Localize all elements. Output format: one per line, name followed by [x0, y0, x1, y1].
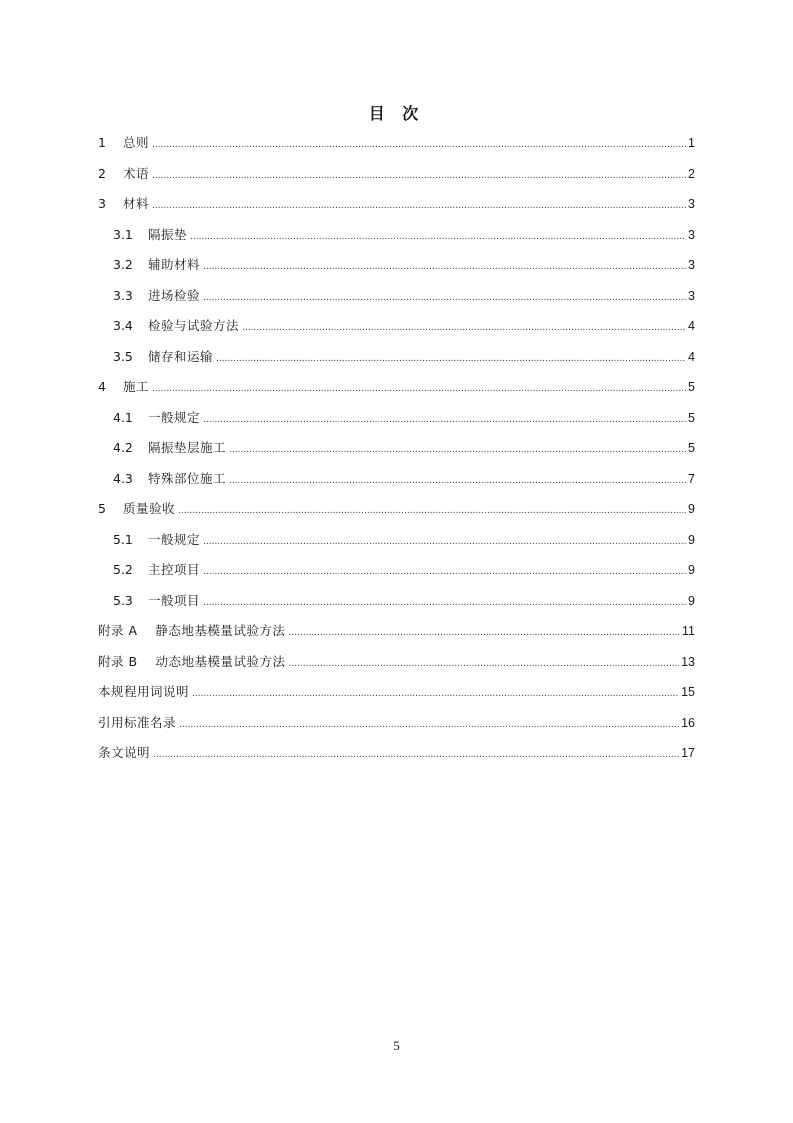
- toc-entry-page: 11: [682, 624, 695, 638]
- dot-leader: [152, 194, 686, 218]
- dot-leader: [203, 255, 686, 279]
- toc-entry-number: 5.2: [113, 562, 133, 577]
- toc-entry-number: 3.4: [113, 318, 133, 333]
- toc-entry-label: 本规程用词说明: [98, 684, 190, 699]
- toc-entry-label: 引用标准名录: [98, 714, 177, 730]
- dot-leader: [192, 682, 679, 706]
- toc-entry-appendix-a[interactable]: [98, 619, 695, 650]
- dot-leader: [153, 743, 679, 767]
- toc-entry[interactable]: [98, 345, 695, 376]
- toc-entry-number: 3.2: [113, 257, 133, 272]
- dot-leader: [229, 438, 686, 462]
- toc-entry-page: 3: [688, 197, 695, 211]
- dot-leader: [179, 713, 679, 737]
- toc-entry-label: 总则: [123, 135, 150, 150]
- toc-entry-label: 施工: [123, 379, 150, 394]
- toc-title: 目 次: [368, 104, 425, 123]
- dot-leader: [203, 408, 686, 432]
- toc-entry-number: 3: [98, 196, 106, 211]
- dot-leader: [152, 377, 686, 401]
- toc-entry-label: 进场检验: [148, 287, 201, 303]
- toc-entry-label: 一般项目: [148, 592, 201, 608]
- toc-entry-number: 4.2: [113, 440, 133, 455]
- toc-entry-number: 4.1: [113, 409, 133, 425]
- toc-entry-label: 辅助材料: [148, 257, 201, 272]
- dot-leader: [203, 560, 686, 584]
- toc-entry-label: 主控项目: [148, 562, 201, 577]
- toc-entry[interactable]: [98, 436, 695, 467]
- toc-entry-label: 术语: [123, 165, 150, 181]
- dot-leader: [288, 621, 680, 645]
- toc-entry[interactable]: [98, 162, 695, 193]
- toc-entry[interactable]: [98, 497, 695, 528]
- toc-entry-appendix-b[interactable]: [98, 650, 695, 681]
- toc-entry-page: 4: [688, 349, 695, 364]
- toc-entry-page: 16: [681, 715, 695, 730]
- toc-entry-page: 5: [688, 410, 695, 425]
- dot-leader: [203, 591, 686, 615]
- toc-entry-page: 15: [681, 685, 695, 699]
- dot-leader: [242, 316, 686, 340]
- dot-leader: [152, 133, 686, 157]
- toc-entry-page: 9: [688, 593, 695, 608]
- table-of-contents: [98, 131, 695, 772]
- toc-entry[interactable]: [98, 284, 695, 315]
- toc-entry-page: 3: [688, 288, 695, 303]
- toc-entry-label: 一般规定: [148, 409, 201, 425]
- toc-entry-page: 17: [681, 746, 695, 760]
- toc-entry-number: 2: [98, 165, 106, 181]
- toc-entry-number: 4.3: [113, 470, 133, 486]
- toc-entry[interactable]: [98, 314, 695, 345]
- dot-leader: [190, 225, 686, 249]
- toc-entry-label: 附录 A 静态地基模量试验方法: [98, 623, 286, 638]
- toc-entry-number: 5: [98, 501, 106, 516]
- toc-entry-page: 1: [688, 136, 695, 150]
- toc-entry-page: 2: [688, 166, 695, 181]
- toc-entry-number: 4: [98, 379, 106, 394]
- toc-entry[interactable]: [98, 223, 695, 254]
- dot-leader: [203, 530, 686, 554]
- toc-entry-number: 5.1: [113, 531, 133, 547]
- toc-entry-label: 检验与试验方法: [148, 318, 240, 333]
- toc-entry-clause-explanation[interactable]: [98, 741, 695, 772]
- toc-entry[interactable]: [98, 253, 695, 284]
- toc-entry-page: 5: [688, 380, 695, 394]
- toc-entry-page: 3: [688, 258, 695, 272]
- toc-entry-label: 隔振垫层施工: [148, 440, 227, 455]
- toc-entry-page: 7: [688, 471, 695, 486]
- dot-leader: [203, 286, 686, 310]
- toc-entry-page: 5: [688, 441, 695, 455]
- toc-entry-page: 3: [688, 227, 695, 242]
- dot-leader: [152, 164, 686, 188]
- page-number: 5: [393, 1038, 400, 1053]
- toc-entry-label: 附录 B 动态地基模量试验方法: [98, 653, 286, 669]
- toc-entry-label: 条文说明: [98, 745, 151, 760]
- toc-entry-label: 质量验收: [123, 501, 176, 516]
- dot-leader: [178, 499, 686, 523]
- toc-entry-label: 储存和运输: [148, 348, 214, 364]
- toc-entry[interactable]: [98, 467, 695, 498]
- toc-entry-wording-explanation[interactable]: [98, 680, 695, 711]
- toc-entry-label: 隔振垫: [148, 226, 188, 242]
- toc-entry-page: 13: [681, 654, 695, 669]
- toc-entry-referenced-standards[interactable]: [98, 711, 695, 742]
- toc-entry[interactable]: [98, 131, 695, 162]
- toc-entry-number: 1: [98, 135, 106, 150]
- dot-leader: [229, 469, 686, 493]
- toc-entry-number: 5.3: [113, 592, 133, 608]
- toc-entry[interactable]: [98, 406, 695, 437]
- toc-entry-number: 3.5: [113, 348, 133, 364]
- toc-entry-number: 3.1: [113, 226, 133, 242]
- toc-entry-page: 9: [688, 502, 695, 516]
- dot-leader: [288, 652, 679, 676]
- toc-entry-label: 材料: [123, 196, 150, 211]
- toc-entry-page: 4: [688, 319, 695, 333]
- toc-entry-page: 9: [688, 532, 695, 547]
- toc-entry-number: 3.3: [113, 287, 133, 303]
- toc-entry[interactable]: [98, 558, 695, 589]
- toc-entry[interactable]: [98, 589, 695, 620]
- toc-entry-label: 特殊部位施工: [148, 470, 227, 486]
- toc-entry-page: 9: [688, 563, 695, 577]
- toc-entry[interactable]: [98, 192, 695, 223]
- dot-leader: [216, 347, 686, 371]
- toc-entry[interactable]: [98, 375, 695, 406]
- toc-entry-label: 一般规定: [148, 531, 201, 547]
- toc-entry[interactable]: [98, 528, 695, 559]
